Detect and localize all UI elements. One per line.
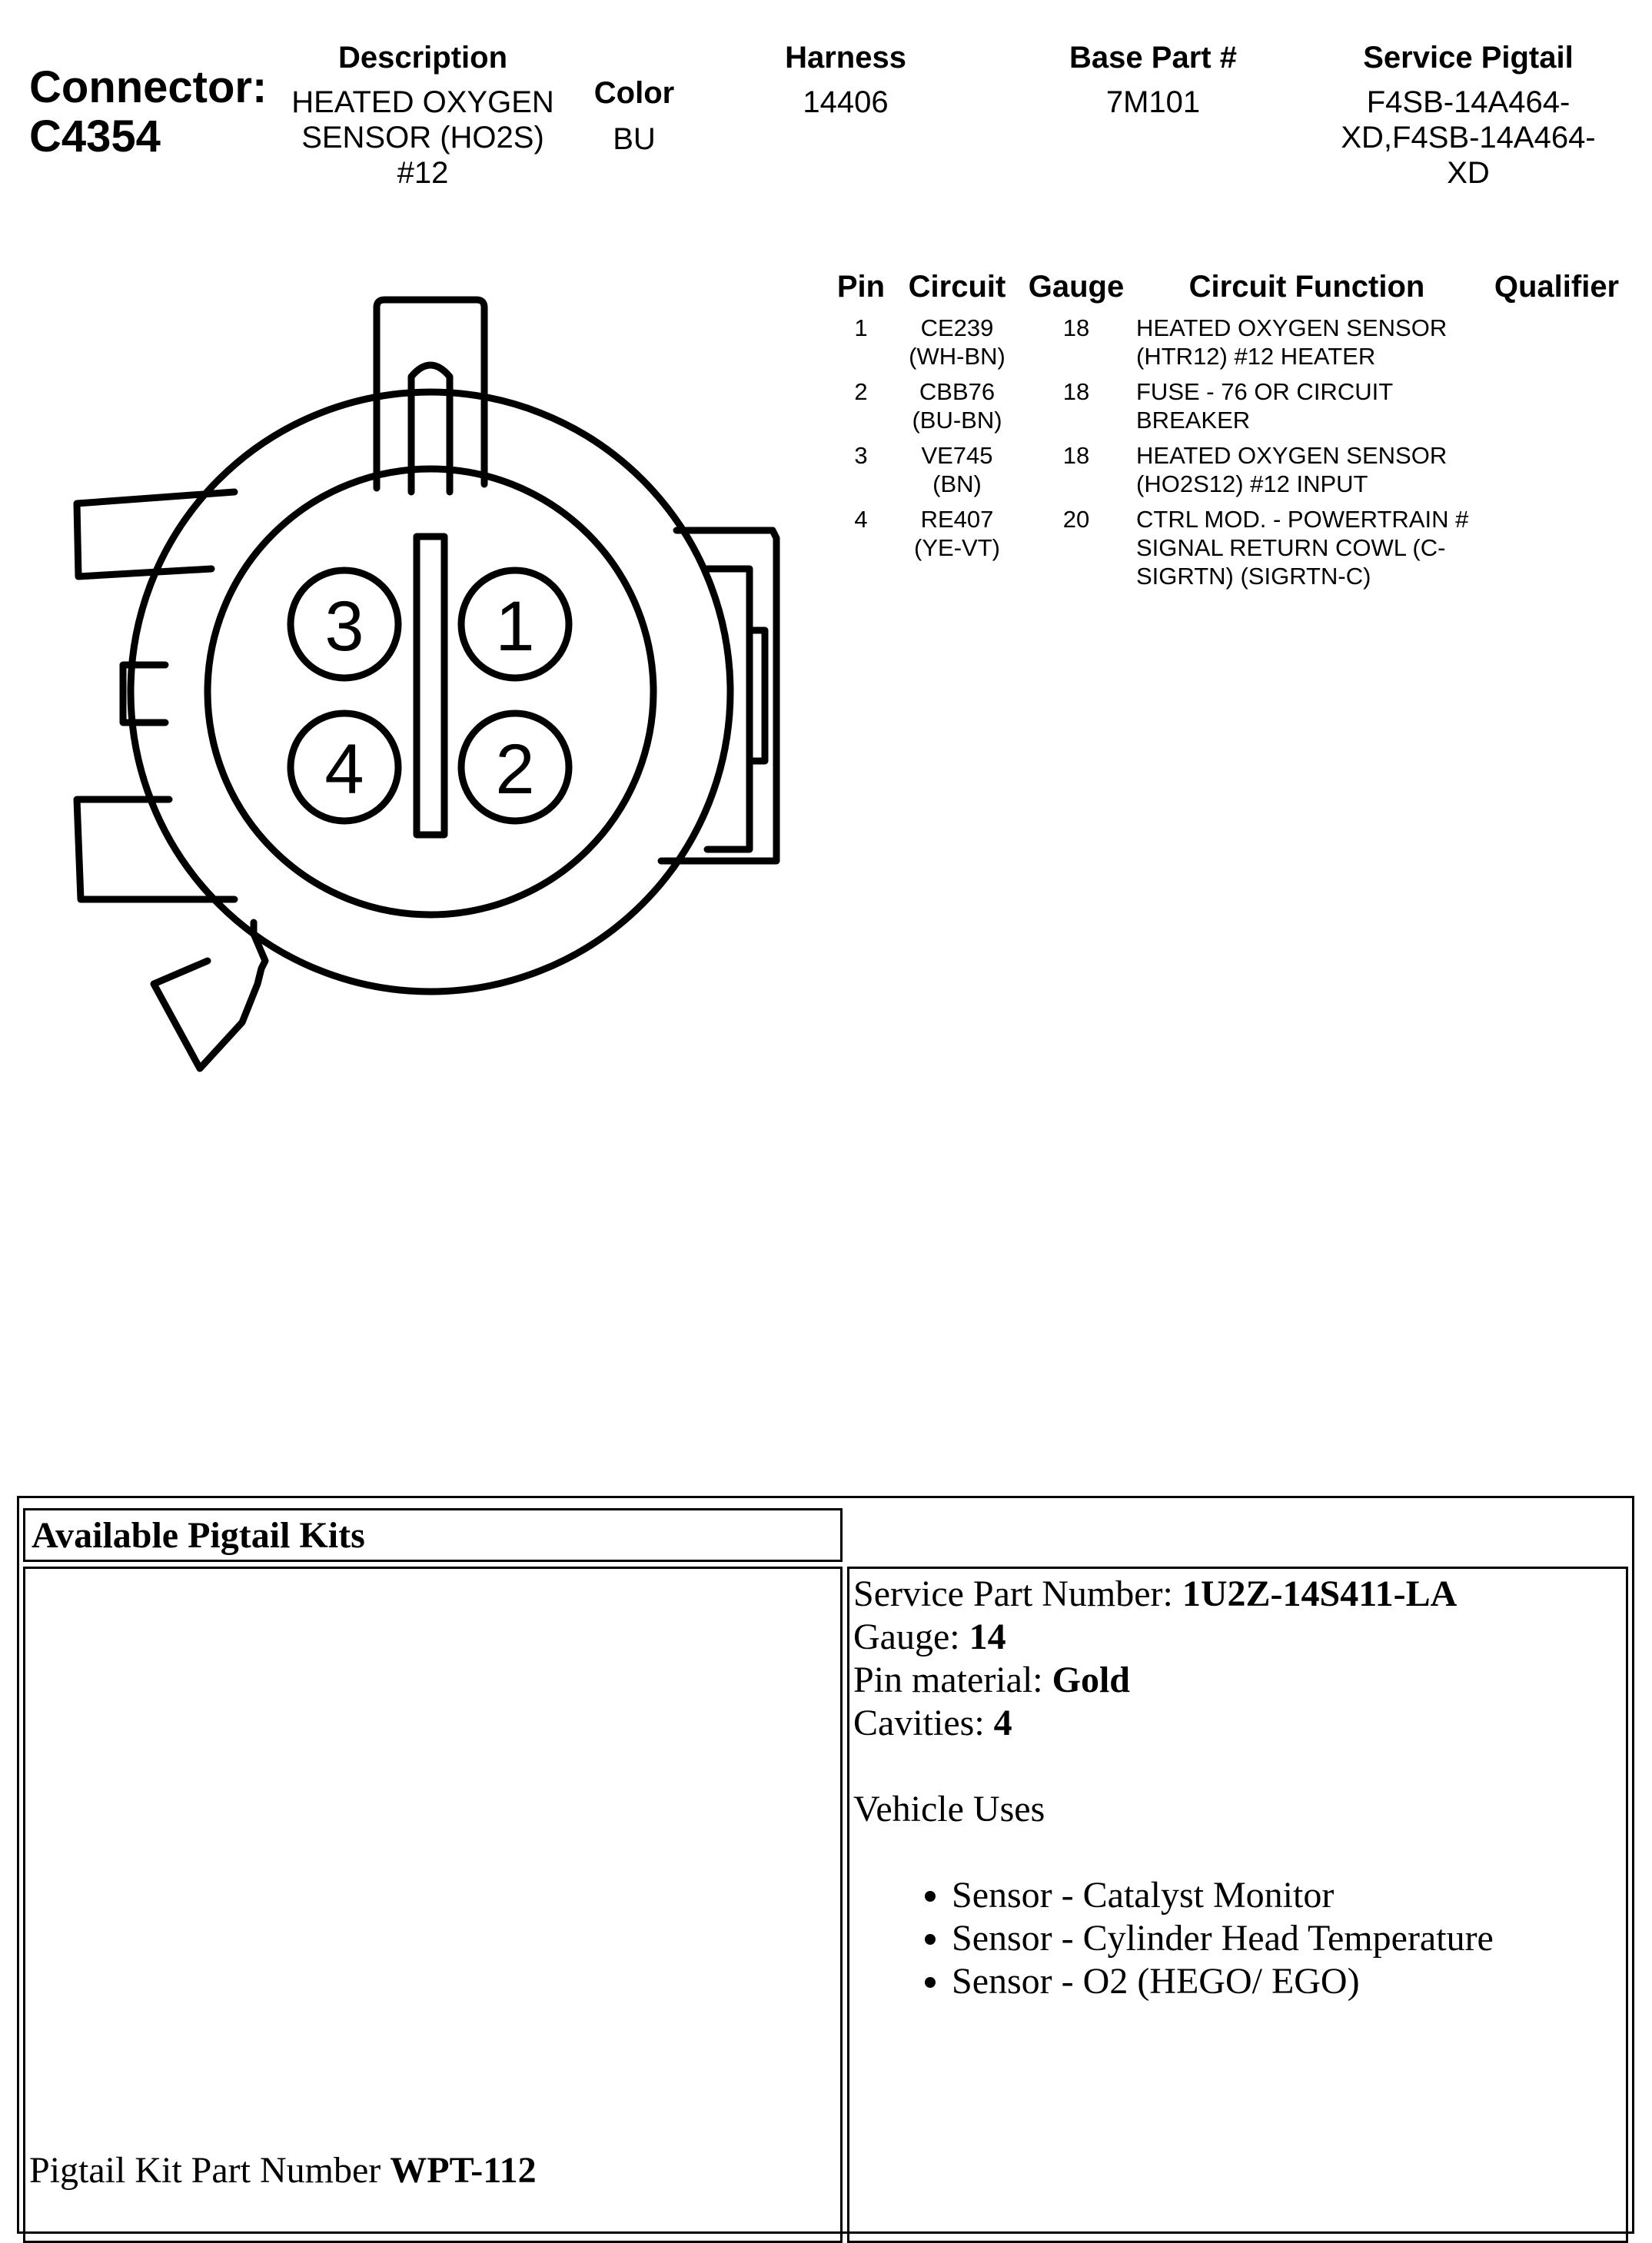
connector-body-outer <box>131 392 730 992</box>
pin-label-1: 1 <box>495 587 535 666</box>
top-latch-inner <box>411 365 450 492</box>
circuit-function: FUSE - 76 OR CIRCUIT BREAKER <box>1136 378 1394 434</box>
harness-header: Harness <box>785 41 906 75</box>
circuit-col-header: Circuit <box>908 270 1006 304</box>
right-flange-outer <box>661 530 776 861</box>
pin-label-2: 2 <box>495 730 535 809</box>
connector-diagram <box>46 292 799 1092</box>
qualifier-col-header: Qualifier <box>1494 270 1620 304</box>
gauge-col-header: Gauge <box>1028 270 1125 304</box>
circuit-function: HEATED OXYGEN SENSOR (HO2S12) #12 INPUT <box>1136 442 1448 497</box>
pin-number: 1 <box>854 314 868 341</box>
pigtail-details <box>853 1573 1622 2003</box>
description-header: Description <box>337 41 508 75</box>
pin-label-3: 3 <box>324 587 364 666</box>
service-pigtail-header: Service Pigtail <box>1363 41 1574 75</box>
bottom-key <box>154 922 265 1068</box>
wire-gauge: 18 <box>1062 442 1090 469</box>
list-item: • Sensor - Catalyst Monitor <box>952 1874 1622 1917</box>
circuit-id: VE745 (BN) <box>921 442 993 497</box>
pigtail-kits-title: Available Pigtail Kits <box>32 1515 365 1556</box>
pin-label-4: 4 <box>324 730 364 809</box>
pin-col-header: Pin <box>836 270 886 304</box>
connector-id: C4354 <box>29 111 161 161</box>
base-part-header: Base Part # <box>1069 41 1237 75</box>
pigtail-kits-title-cell <box>23 1508 843 1562</box>
function-col-header: Circuit Function <box>1188 270 1425 304</box>
circuit-id: CBB76 (BU-BN) <box>912 378 1002 434</box>
list-item: • Sensor - O2 (HEGO/ EGO) <box>952 1960 1622 2003</box>
service-pigtail-value: F4SB-14A464- XD,F4SB-14A464- XD <box>1341 85 1596 190</box>
service-part-number: Service Part Number: 1U2Z-14S411-LA <box>853 1573 1458 1614</box>
base-part-value: 7M101 <box>1105 85 1201 119</box>
circuit-id: RE407 (YE-VT) <box>914 506 1000 561</box>
circuit-function: CTRL MOD. - POWERTRAIN # SIGNAL RETURN COWL (C- SIGRTN) (SIGRTN-C) <box>1136 506 1469 590</box>
vehicle-uses-list <box>853 1874 1622 2003</box>
wire-gauge: 18 <box>1062 378 1090 405</box>
pin-number: 4 <box>854 506 868 533</box>
color-header: Color <box>593 76 675 110</box>
wire-gauge: 18 <box>1062 314 1090 341</box>
pigtail-gauge: Gauge: 14 <box>853 1617 1006 1657</box>
pin-material: Pin material: Gold <box>853 1660 1130 1700</box>
wire-gauge: 20 <box>1062 506 1090 533</box>
connector-label: Connector: <box>29 62 268 112</box>
pigtail-image-cell <box>23 1567 843 2243</box>
center-key-bar <box>417 537 444 835</box>
vehicle-uses-label: Vehicle Uses <box>853 1789 1045 1829</box>
circuit-id: CE239 (WH-BN) <box>909 314 1005 370</box>
color-value: BU <box>613 122 656 156</box>
pin-number: 3 <box>854 442 868 469</box>
list-item: • Sensor - Cylinder Head Temperature <box>952 1917 1622 1960</box>
cavities: Cavities: 4 <box>853 1703 1012 1743</box>
circuit-function: HEATED OXYGEN SENSOR (HTR12) #12 HEATER <box>1136 314 1448 370</box>
harness-value: 14406 <box>803 85 889 119</box>
description-value: HEATED OXYGEN SENSOR (HO2S) #12 <box>291 85 554 190</box>
pin-number: 2 <box>854 378 868 405</box>
pigtail-kit-part-number: Pigtail Kit Part Number WPT-112 <box>29 2150 537 2191</box>
